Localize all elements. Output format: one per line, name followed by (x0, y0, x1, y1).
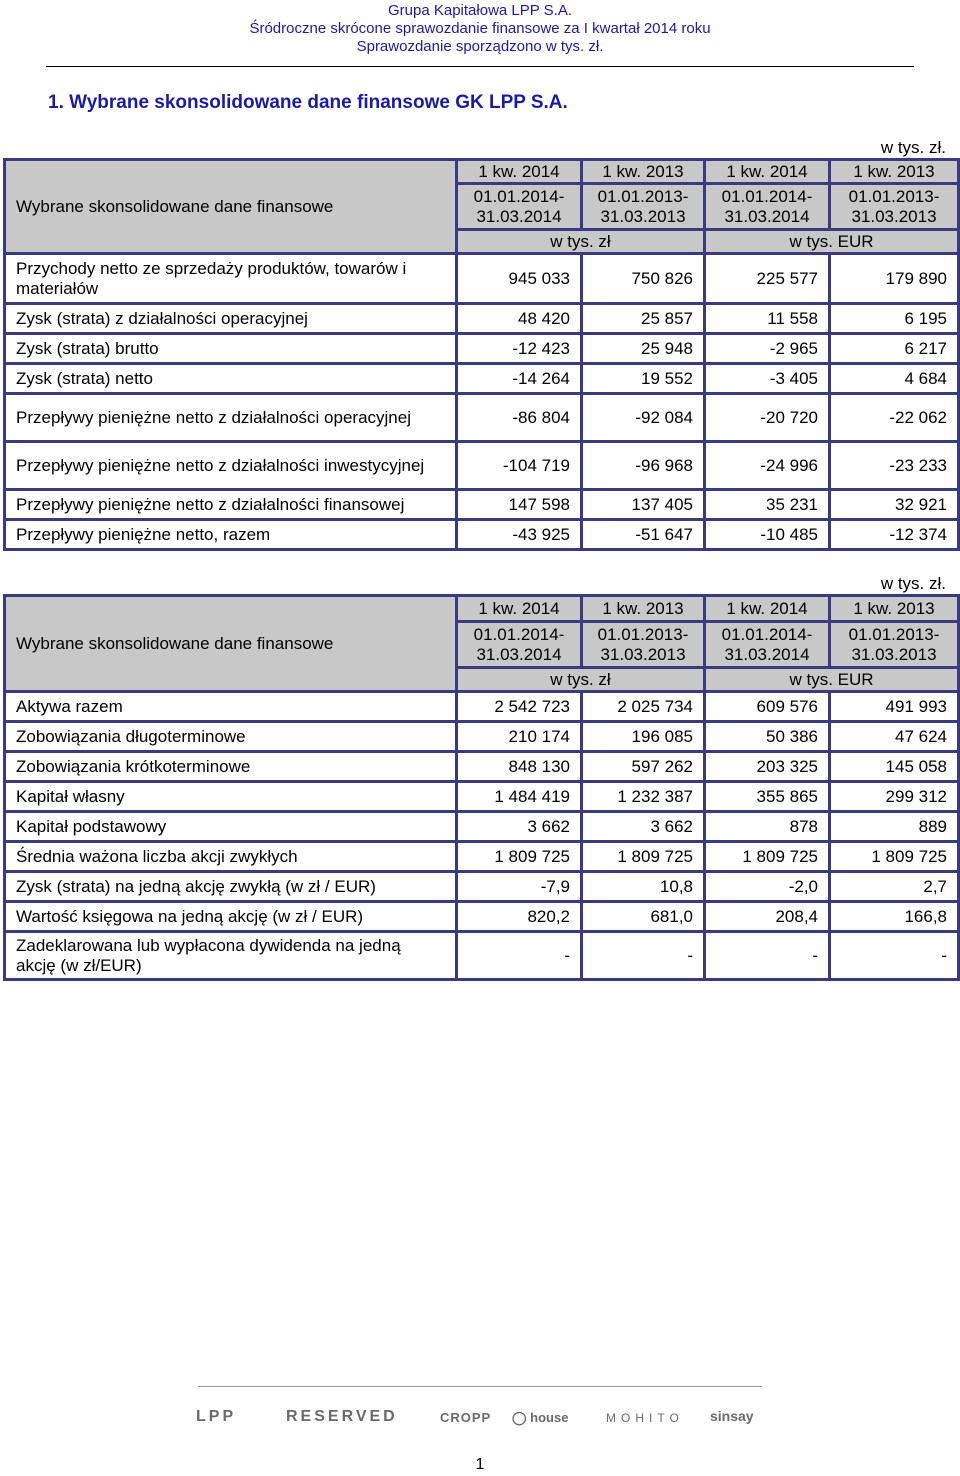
row-value: 47 624 (830, 722, 959, 752)
row-label: Zysk (strata) netto (5, 364, 457, 394)
row-value: 19 552 (582, 364, 705, 394)
row-value: 2 025 734 (582, 692, 705, 722)
table-row (5, 812, 959, 842)
header-company: Grupa Kapitałowa LPP S.A. (388, 2, 572, 19)
row-value: 196 085 (582, 722, 705, 752)
row-value: 3 662 (457, 812, 582, 842)
table1-header-label: Wybrane skonsolidowane dane finansowe (5, 160, 457, 254)
row-value: -12 423 (457, 334, 582, 364)
row-value: 1 232 387 (582, 782, 705, 812)
table-row (5, 842, 959, 872)
row-value: -14 264 (457, 364, 582, 394)
row-value: 820,2 (457, 902, 582, 932)
table2-period: 1 kw. 2013 (830, 596, 959, 622)
row-value: 299 312 (830, 782, 959, 812)
row-label: Przepływy pieniężne netto, razem (5, 520, 457, 550)
row-value: 878 (705, 812, 830, 842)
row-value: 147 598 (457, 490, 582, 520)
table-row (5, 872, 959, 902)
row-value: 681,0 (582, 902, 705, 932)
row-value: -12 374 (830, 520, 959, 550)
table-row (5, 334, 959, 364)
row-value: 491 993 (830, 692, 959, 722)
row-label: Przepływy pieniężne netto z działalności operacyjnej (5, 394, 457, 442)
table1-currency-pln: w tys. zł (457, 230, 705, 254)
logo-house: ◯ house (512, 1410, 569, 1425)
table-row (5, 364, 959, 394)
logo-lpp: LPP (196, 1408, 237, 1425)
row-value: 11 558 (705, 304, 830, 334)
header-unit-note: Sprawozdanie sporządzono w tys. zł. (356, 38, 604, 55)
row-value: 32 921 (830, 490, 959, 520)
row-value: -92 084 (582, 394, 705, 442)
row-value: -2,0 (705, 872, 830, 902)
table2-date-range: 01.01.2013- 31.03.2013 (830, 622, 959, 668)
row-label: Przychody netto ze sprzedaży produktów, towarów i materiałów (5, 254, 457, 304)
row-value: -86 804 (457, 394, 582, 442)
row-value: 25 857 (582, 304, 705, 334)
row-value: 945 033 (457, 254, 582, 304)
section-title: 1. Wybrane skonsolidowane dane finansowe GK LPP S.A. (48, 92, 568, 113)
row-value: 35 231 (705, 490, 830, 520)
row-value: 2,7 (830, 872, 959, 902)
table-row (5, 722, 959, 752)
row-value: 225 577 (705, 254, 830, 304)
row-value: 609 576 (705, 692, 830, 722)
row-value: - (705, 932, 830, 980)
row-value: 750 826 (582, 254, 705, 304)
table-row (5, 254, 959, 304)
table1-currency-eur: w tys. EUR (705, 230, 959, 254)
row-label: Kapitał własny (5, 782, 457, 812)
table1-period: 1 kw. 2014 (457, 160, 582, 184)
row-value: 889 (830, 812, 959, 842)
row-value: 6 195 (830, 304, 959, 334)
table1-period: 1 kw. 2013 (830, 160, 959, 184)
table2-date-range: 01.01.2013- 31.03.2013 (582, 622, 705, 668)
row-value: -24 996 (705, 442, 830, 490)
table2-body (5, 692, 959, 980)
table1-date-range: 01.01.2013- 31.03.2013 (582, 184, 705, 230)
table1-date-range: 01.01.2014- 31.03.2014 (705, 184, 830, 230)
table-row (5, 442, 959, 490)
row-value: - (830, 932, 959, 980)
row-value: 208,4 (705, 902, 830, 932)
row-value: 25 948 (582, 334, 705, 364)
row-value: 1 809 725 (457, 842, 582, 872)
row-value: -20 720 (705, 394, 830, 442)
row-value: 2 542 723 (457, 692, 582, 722)
table2-financial-data (3, 594, 960, 981)
row-value: - (582, 932, 705, 980)
row-value: -22 062 (830, 394, 959, 442)
table1-body (5, 254, 959, 550)
table1-period: 1 kw. 2014 (705, 160, 830, 184)
row-value: -2 965 (705, 334, 830, 364)
table2-date-range: 01.01.2014- 31.03.2014 (705, 622, 830, 668)
row-label: Zysk (strata) na jedną akcję zwykłą (w zł / EUR) (5, 872, 457, 902)
row-value: -51 647 (582, 520, 705, 550)
row-value: 10,8 (582, 872, 705, 902)
row-label: Kapitał podstawowy (5, 812, 457, 842)
row-value: 597 262 (582, 752, 705, 782)
row-label: Zadeklarowana lub wypłacona dywidenda na jedną akcję (w zł/EUR) (5, 932, 457, 980)
table2-unit-note: w tys. zł. (880, 574, 946, 593)
table1-date-range: 01.01.2013- 31.03.2013 (830, 184, 959, 230)
row-value: 137 405 (582, 490, 705, 520)
page-number: 1 (475, 1456, 485, 1473)
document-header (0, 2, 960, 56)
row-label: Wartość księgowa na jedną akcję (w zł / EUR) (5, 902, 457, 932)
row-label: Zysk (strata) brutto (5, 334, 457, 364)
table2-period: 1 kw. 2014 (705, 596, 830, 622)
row-value: 48 420 (457, 304, 582, 334)
row-value: 1 809 725 (582, 842, 705, 872)
table1-financial-data (3, 158, 960, 551)
row-label: Zobowiązania krótkoterminowe (5, 752, 457, 782)
logo-sinsay: sinsay (710, 1408, 754, 1424)
row-value: 179 890 (830, 254, 959, 304)
row-value: - (457, 932, 582, 980)
row-value: -23 233 (830, 442, 959, 490)
table-row (5, 902, 959, 932)
row-label: Aktywa razem (5, 692, 457, 722)
header-divider (46, 66, 914, 67)
row-label: Średnia ważona liczba akcji zwykłych (5, 842, 457, 872)
row-value: 848 130 (457, 752, 582, 782)
table2-header-label: Wybrane skonsolidowane dane finansowe (5, 596, 457, 692)
row-value: -3 405 (705, 364, 830, 394)
logo-mohito: MOHITO (606, 1411, 684, 1425)
table1-date-range: 01.01.2014- 31.03.2014 (457, 184, 582, 230)
row-label: Zobowiązania długoterminowe (5, 722, 457, 752)
table2-currency-eur: w tys. EUR (705, 668, 959, 692)
row-label: Zysk (strata) z działalności operacyjnej (5, 304, 457, 334)
row-value: 50 386 (705, 722, 830, 752)
table2-period: 1 kw. 2013 (582, 596, 705, 622)
row-value: 6 217 (830, 334, 959, 364)
table1-unit-note: w tys. zł. (880, 138, 946, 157)
logo-reserved: RESERVED (286, 1408, 398, 1425)
row-value: -96 968 (582, 442, 705, 490)
header-report-title: Śródroczne skrócone sprawozdanie finansowe za I kwartał 2014 roku (249, 20, 711, 37)
table-row (5, 394, 959, 442)
row-label: Przepływy pieniężne netto z działalności inwestycyjnej (5, 442, 457, 490)
logo-cropp: CROPP (440, 1410, 492, 1425)
row-value: 145 058 (830, 752, 959, 782)
table-row (5, 692, 959, 722)
row-value: -43 925 (457, 520, 582, 550)
row-value: 355 865 (705, 782, 830, 812)
row-value: 210 174 (457, 722, 582, 752)
table-row (5, 490, 959, 520)
row-value: 203 325 (705, 752, 830, 782)
row-value: 1 809 725 (705, 842, 830, 872)
row-value: -7,9 (457, 872, 582, 902)
table2-currency-pln: w tys. zł (457, 668, 705, 692)
row-value: 166,8 (830, 902, 959, 932)
table1-period: 1 kw. 2013 (582, 160, 705, 184)
row-value: 3 662 (582, 812, 705, 842)
row-value: -10 485 (705, 520, 830, 550)
table2-date-range: 01.01.2014- 31.03.2014 (457, 622, 582, 668)
table2-period: 1 kw. 2014 (457, 596, 582, 622)
row-value: 4 684 (830, 364, 959, 394)
table-row (5, 782, 959, 812)
table-row (5, 520, 959, 550)
row-value: -104 719 (457, 442, 582, 490)
table-row (5, 304, 959, 334)
table-row (5, 752, 959, 782)
row-value: 1 484 419 (457, 782, 582, 812)
row-label: Przepływy pieniężne netto z działalności finansowej (5, 490, 457, 520)
table-row (5, 932, 959, 980)
brand-logos (190, 1404, 770, 1434)
footer-divider (198, 1386, 762, 1387)
row-value: 1 809 725 (830, 842, 959, 872)
